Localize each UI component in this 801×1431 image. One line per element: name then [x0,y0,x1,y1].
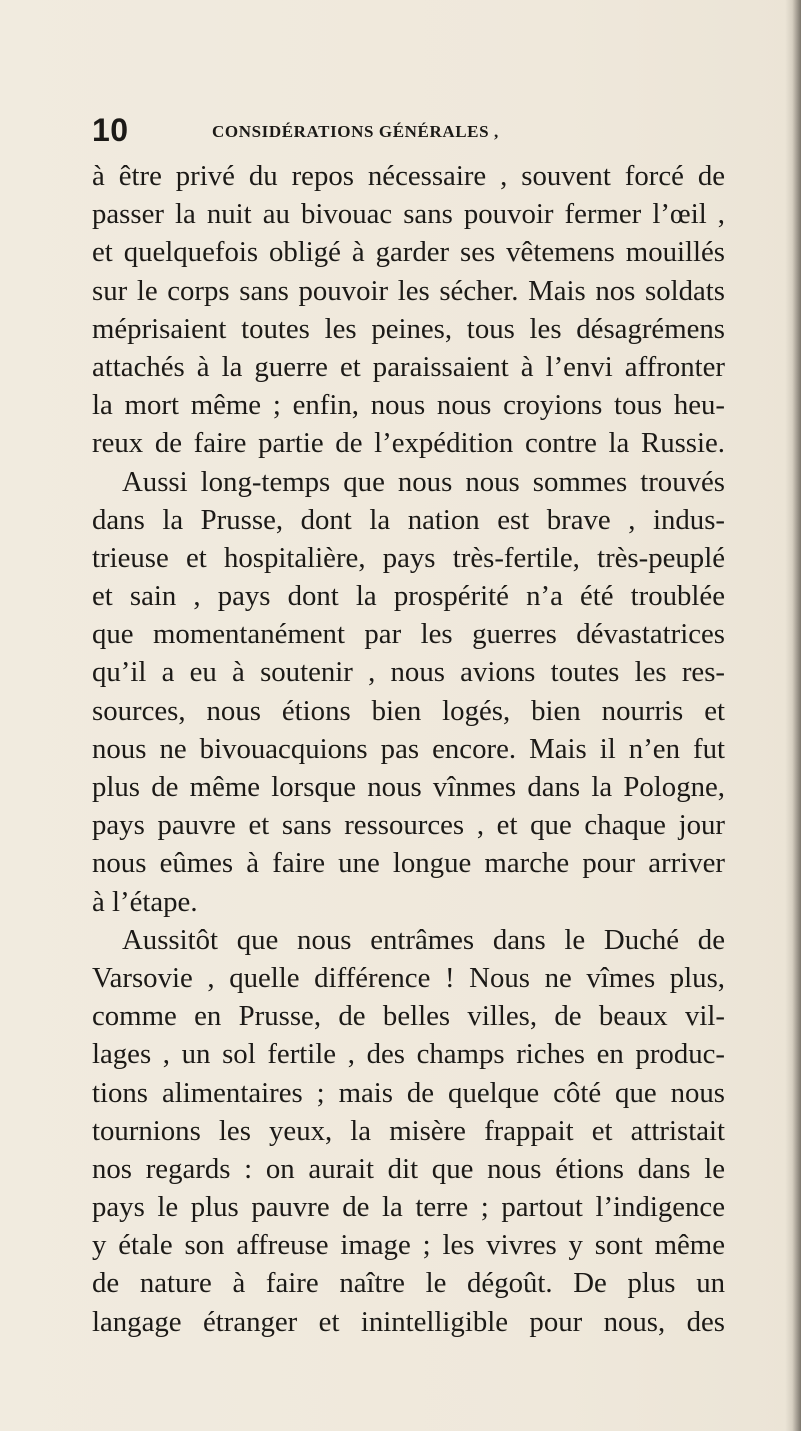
text-line: nos regards : on aurait dit que nous étions dans le [92,1152,725,1185]
text-line: sur le corps sans pouvoir les sécher. Mais nos soldats [92,274,725,307]
text-line: pays le plus pauvre de la terre ; partout l’indigence [92,1191,725,1224]
text-line: plus de même lorsque nous vînmes dans la Pologne, [92,771,725,803]
text-line: à être privé du repos nécessaire , souvent forcé de [92,160,725,192]
text-line: passer la nuit au bivouac sans pouvoir fermer l’œil , [92,198,725,231]
text-line: dans la Prusse, dont la nation est brave , indus- [92,503,725,536]
text-line: comme en Prusse, de belles villes, de beaux vil- [92,1000,725,1033]
text-line: qu’il a eu à soutenir , nous avions toutes les res- [92,656,725,689]
text-line: nous ne bivouacquions pas encore. Mais il n’en fut [92,732,725,765]
paragraph-start-line: Aussi long-temps que nous nous sommes trouvés [122,465,725,498]
page-edge-shadow [785,0,801,1431]
text-line: langage étranger et inintelligible pour nous, des [92,1305,725,1338]
text-line: Varsovie , quelle différence ! Nous ne vîmes plus, [92,961,725,994]
text-line: nous eûmes à faire une longue marche pour arriver [92,847,725,880]
text-line: tournions les yeux, la misère frappait et attristait [92,1114,725,1147]
paragraph-start-line: Aussitôt que nous entrâmes dans le Duché de [122,923,725,956]
text-line: attachés à la guerre et paraissaient à l’envi affronter [92,350,725,383]
page-number: 10 [92,112,129,148]
text-line: méprisaient toutes les peines, tous les désagrémens [92,312,725,345]
text-line: et quelquefois obligé à garder ses vêtemens mouillés [92,236,725,269]
text-line: que momentanément par les guerres dévastatrices [92,618,725,651]
text-line: sources, nous étions bien logés, bien nourris et [92,694,725,727]
text-line: y étale son affreuse image ; les vivres y sont même [92,1229,725,1262]
paragraph-end-line: à l’étape. [92,885,198,918]
text-line: de nature à faire naître le dégoût. De plus un [92,1267,725,1300]
text-line: tions alimentaires ; mais de quelque côté que nous [92,1076,725,1109]
text-line: et sain , pays dont la prospérité n’a été troublée [92,580,725,613]
body-text [92,157,725,1341]
text-line: lages , un sol fertile , des champs riches en produc- [92,1038,725,1071]
running-head: CONSIDÉRATIONS GÉNÉRALES , [212,122,499,141]
text-line: reux de faire partie de l’expédition contre la Russie. [92,427,725,460]
text-line: la mort même ; enfin, nous nous croyions tous heu- [92,389,725,422]
text-line: trieuse et hospitalière, pays très-fertile, très-peuplé [92,541,725,574]
page-header [92,112,652,152]
text-line: pays pauvre et sans ressources , et que chaque jour [92,809,725,842]
